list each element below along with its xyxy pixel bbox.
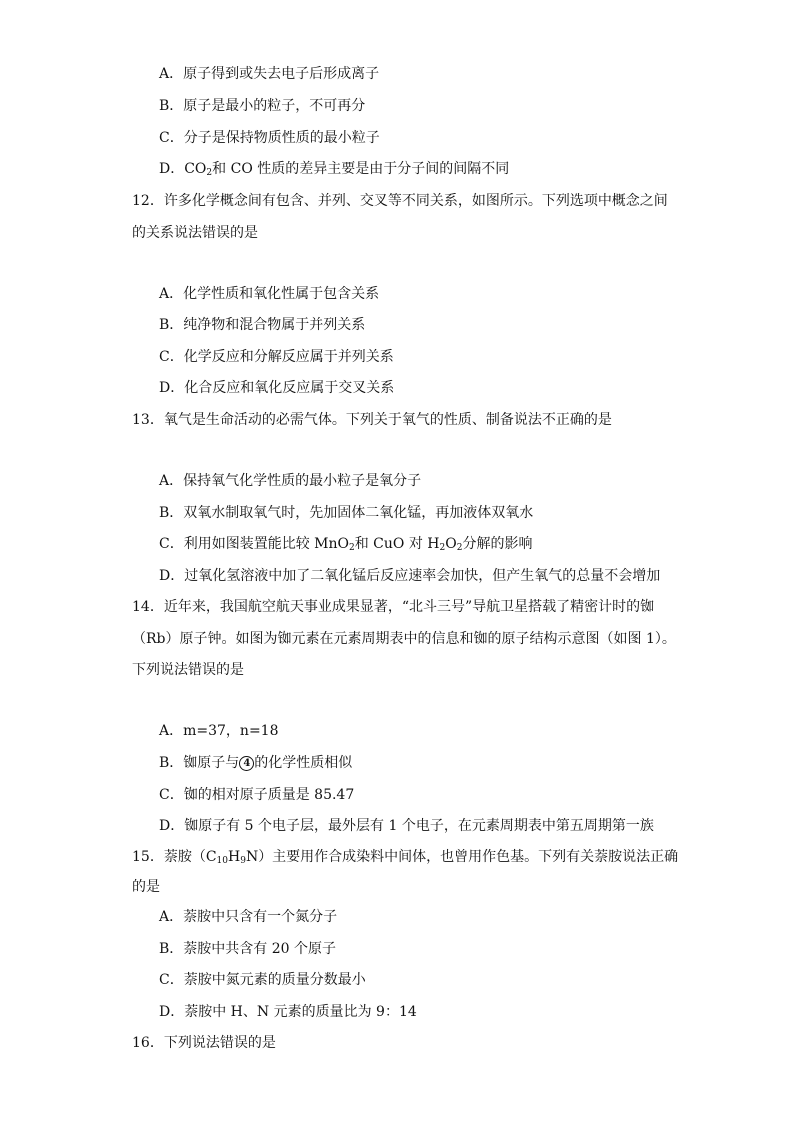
circled-number-4: 4	[239, 756, 254, 771]
q15-stem-line2: 的是	[132, 879, 160, 895]
q15-stem-line1: 15．萘胺$(C_{10}H_9N)$主要用作合成染料中间体，也曾用作色基。下列有关萘胺说法正确	[132, 849, 679, 866]
q12-option-c: C．化学反应和分解反应属于并列关系	[159, 349, 394, 365]
q14-option-c: C．铷的相对原子质量是 85.47	[159, 787, 355, 803]
q15-option-c: C．萘胺中氮元素的质量分数最小	[159, 972, 366, 988]
q13-option-d: D．过氧化氢溶液中加了二氧化锰后反应速率会加快，但产生氧气的总量不会增加	[159, 568, 661, 584]
q11-option-b: B．原子是最小的粒子，不可再分	[159, 98, 366, 114]
q15-option-d: D．萘胺中 H、N 元素的质量比为 9：14	[159, 1004, 417, 1020]
q11-option-a: A．原子得到或失去电子后形成离子	[159, 66, 380, 82]
q12-stem-line1: 12．许多化学概念间有包含、并列、交叉等不同关系，如图所示。下列选项中概念之间	[132, 193, 668, 209]
q12-option-a: A．化学性质和氧化性属于包含关系	[159, 286, 380, 302]
q14-option-b: B．铷原子与 4 的化学性质相似	[159, 755, 353, 771]
q15-option-a: A．萘胺中只含有一个氮分子	[159, 909, 338, 925]
q11-option-c: C．分子是保持物质性质的最小粒子	[159, 130, 380, 146]
q12-option-d: D．化合反应和氧化反应属于交叉关系	[159, 380, 395, 396]
q14-stem-line2: （Rb）原子钟。如图为铷元素在元素周期表中的信息和铷的原子结构示意图（如图 1）。	[132, 631, 676, 647]
q16-stem: 16．下列说法错误的是	[132, 1035, 276, 1051]
q13-option-a: A．保持氧气化学性质的最小粒子是氧分子	[159, 473, 422, 489]
q13-option-c: C．利用如图装置能比较 MnO$_2$和 CuO 对 $H_2O_2$分解的影响	[159, 536, 533, 553]
q14-option-d: D．铷原子有 5 个电子层，最外层有 1 个电子，在元素周期表中第五周期第一族	[159, 818, 654, 834]
q14-stem-line1: 14．近年来，我国航空航天事业成果显著，“北斗三号”导航卫星搭载了精密计时的铷	[132, 599, 655, 615]
q12-stem-line2: 的关系说法错误的是	[132, 225, 258, 241]
q14-option-a: A．m=37，n=18	[159, 723, 279, 739]
q11-option-d: D．$CO_2$和 CO 性质的差异主要是由于分子间的间隔不同	[159, 161, 510, 178]
q12-option-b: B．纯净物和混合物属于并列关系	[159, 317, 366, 333]
q13-option-b: B．双氧水制取氧气时，先加固体二氧化锰，再加液体双氧水	[159, 505, 534, 521]
q15-option-b: B．萘胺中共含有 20 个原子	[159, 941, 337, 957]
q14-stem-line3: 下列说法错误的是	[132, 662, 244, 678]
q13-stem: 13．氧气是生命活动的必需气体。下列关于氧气的性质、制备说法不正确的是	[132, 412, 612, 428]
